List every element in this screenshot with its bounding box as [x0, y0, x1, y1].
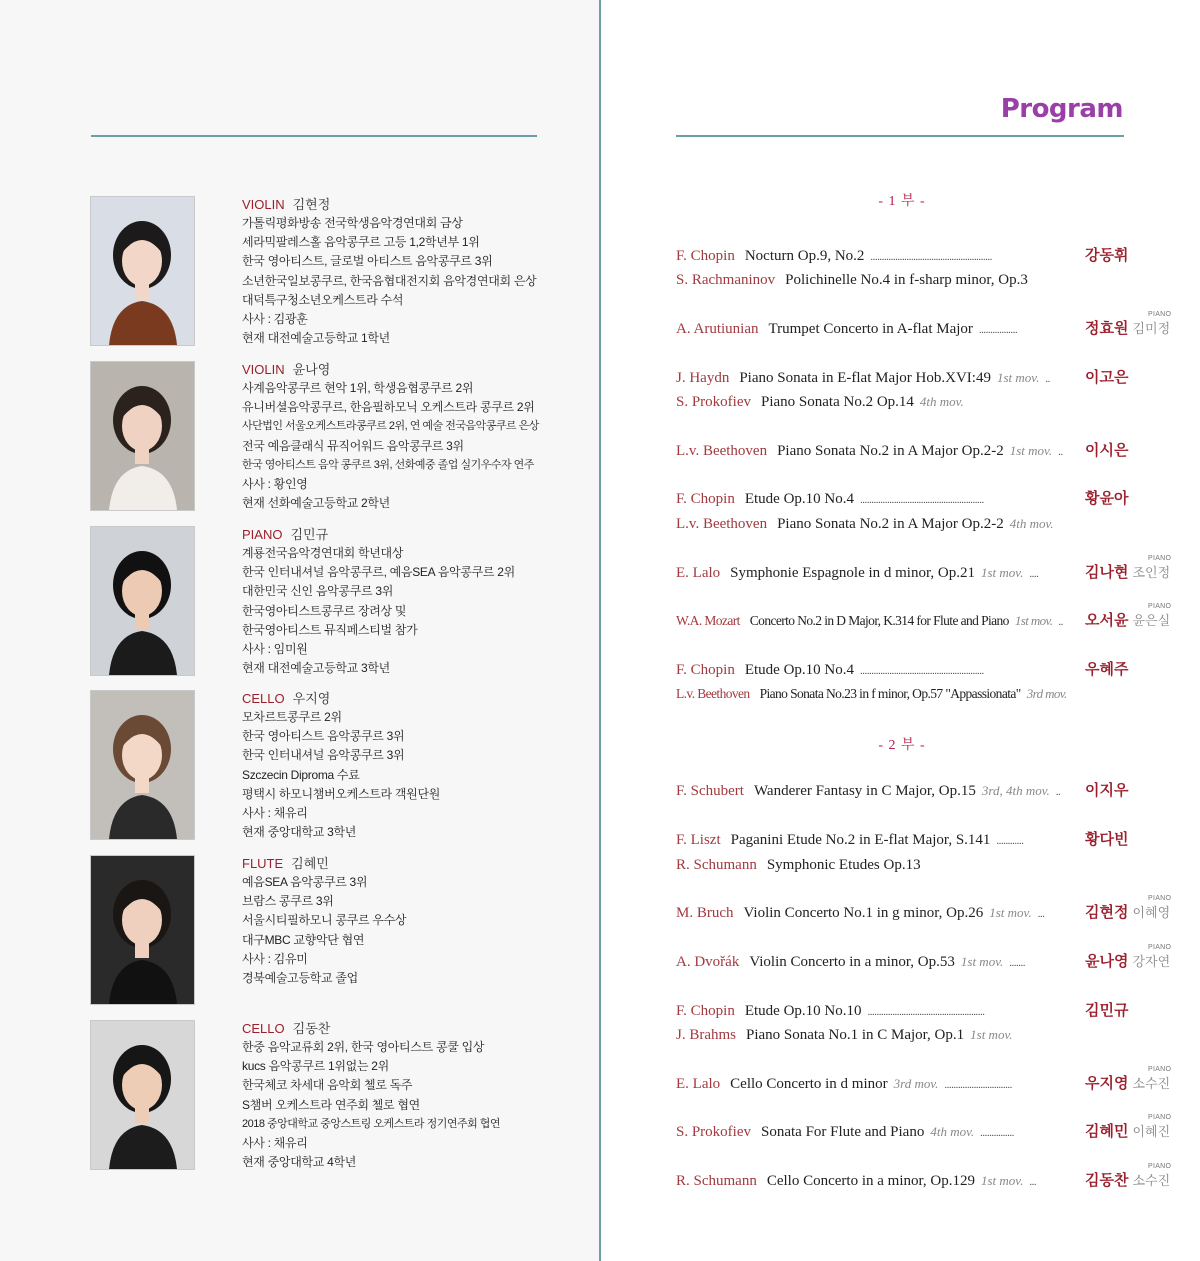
- bio-line: 서울시티필하모니 콩쿠르 우수상: [242, 913, 407, 928]
- program-item: [676, 855, 1096, 875]
- piano-accompanist-tag: PIANO: [1148, 944, 1172, 951]
- program-item: [676, 781, 1096, 802]
- bio-line: 사단법인 서울오케스트라콩쿠르 2위, 연 예술 전국음악콩쿠르 은상: [242, 420, 539, 433]
- performer-name: 김민규: [1085, 1002, 1129, 1019]
- bio-line: 모차르트콩쿠르 2위: [242, 710, 342, 724]
- piece-title: Piano Sonata in E-flat Major Hob.XVI:49: [739, 370, 991, 386]
- piece-title: Symphonic Etudes Op.13: [766, 857, 921, 873]
- bio-line: Szczecin Dipr​oma 수료: [242, 767, 360, 782]
- dot-leader: ..: [1058, 616, 1063, 628]
- movement-label: 1st mov.: [996, 370, 1040, 385]
- accompanist-name: 강자연: [1132, 954, 1171, 969]
- dot-leader: ............: [996, 835, 1024, 847]
- performer-credit: [1085, 660, 1128, 680]
- performer-name: 김동찬: [292, 1021, 331, 1036]
- performer-name: 윤나영: [292, 362, 331, 377]
- composer-name: J. Haydn: [676, 370, 730, 386]
- bio-line: 한국영아티스트 뮤직페스티벌 참가: [242, 622, 418, 637]
- performer-credit: [1085, 563, 1170, 583]
- performer-bio: [242, 690, 552, 842]
- performer-credit: [1085, 1171, 1170, 1191]
- composer-name: L.v. Beethoven: [676, 443, 768, 459]
- part-2-label: - 2 부 -: [878, 738, 926, 753]
- bio-line: 한국영아티스트콩쿠르 장려상 및: [242, 603, 407, 618]
- bio-line: 한국 영아티스트, 글로벌 아티스트 음악콩쿠르 3위: [242, 254, 493, 269]
- performer-credit: [1085, 830, 1128, 850]
- performer-credit: [1085, 1122, 1170, 1142]
- bio-line: 한국 인터내셔널 음악콩쿠르, 예음SEA 음악콩쿠르 2위: [242, 565, 515, 580]
- dot-leader: ..............................: [944, 1079, 1012, 1091]
- performer-name: 황다빈: [1085, 831, 1129, 848]
- composer-name: F. Chopin: [676, 491, 735, 507]
- composer-name: R. Schumann: [676, 857, 757, 873]
- composer-name: E. Lalo: [676, 565, 721, 581]
- instrument-label: PIANO: [242, 527, 283, 542]
- piece-title: Cello Concerto in a minor, Op.129: [766, 1173, 975, 1189]
- performer-name: 이시은: [1085, 442, 1129, 459]
- program-item: [676, 1025, 1096, 1045]
- dot-leader: .......................................................: [859, 665, 984, 677]
- performer-credit: [1085, 1001, 1128, 1021]
- bio-line: 사사 : 황인영: [242, 476, 308, 491]
- dot-leader: ..: [1058, 446, 1063, 458]
- performer-name: 이고은: [1085, 369, 1129, 386]
- performer-name: 강동휘: [1085, 247, 1129, 264]
- performer-profile: [90, 526, 550, 676]
- bio-line: 예음SEA 음악콩쿠르 3위: [242, 875, 368, 889]
- top-divider-left: [91, 135, 537, 137]
- movement-label: 1st mov.: [989, 905, 1032, 920]
- accompanist-name: 이혜영: [1132, 905, 1171, 920]
- performer-credit: [1085, 319, 1170, 339]
- composer-name: J. Brahms: [676, 1027, 736, 1043]
- performer-name: 윤나영: [1085, 953, 1129, 970]
- bio-line: 현재 선화예술고등학교 2학년: [242, 496, 390, 511]
- performer-bio: [242, 196, 552, 348]
- performer-credit: [1085, 952, 1170, 972]
- program-item: [676, 1001, 1096, 1022]
- dot-leader: .......................................................: [859, 494, 984, 506]
- composer-name: S. Rachmaninov: [676, 272, 776, 288]
- accompanist-name: 김미정: [1132, 321, 1171, 336]
- piece-title: Piano Sonata No.2 Op.14: [761, 394, 914, 410]
- performer-name: 정효원: [1085, 320, 1129, 337]
- composer-name: F. Chopin: [676, 248, 735, 264]
- movement-label: 1st mov.: [1009, 443, 1053, 458]
- performer-name: 김현정: [1085, 904, 1129, 921]
- movement-label: 4th mov.: [1009, 516, 1054, 531]
- performer-name: 황윤아: [1085, 490, 1129, 507]
- program-item: [676, 611, 1096, 632]
- performer-name: 이지우: [1085, 782, 1129, 799]
- movement-label: 3rd mov.: [893, 1076, 939, 1091]
- bio-line: 현재 중앙대학교 3학년: [242, 825, 357, 840]
- piece-title: Violin Concerto No.1 in g minor, Op.26: [743, 905, 984, 921]
- performer-name: 김민규: [290, 527, 329, 542]
- bio-line: 사사 : 임미원: [242, 641, 308, 656]
- program-item: [676, 319, 1096, 340]
- bio-line: 사사 : 김유미: [242, 951, 308, 966]
- dot-leader: ..: [1045, 373, 1050, 385]
- dot-leader: ......................................................: [870, 251, 992, 263]
- performer-credit: [1085, 368, 1128, 388]
- dot-leader: ...: [1037, 908, 1045, 920]
- bio-line: 사사 : 채유리: [242, 1135, 308, 1150]
- movement-label: 4th mov.: [930, 1124, 975, 1139]
- performer-photo: [90, 196, 195, 346]
- accompanist-name: 소수진: [1132, 1173, 1171, 1188]
- piano-accompanist-tag: PIANO: [1148, 311, 1172, 318]
- dot-leader: ...............: [980, 1127, 1014, 1139]
- accompanist-name: 소수진: [1132, 1076, 1171, 1091]
- performer-name: 오서윤: [1085, 612, 1129, 629]
- bio-line: 소년한국일보콩쿠르, 한국음협대전지회 음악경연대회 은상: [242, 273, 537, 288]
- piece-title: Piano Sonata No.23 in f minor, Op.57 "Appassionata": [759, 686, 1021, 701]
- bio-line: 현재 대전예술고등학교 1학년: [242, 331, 390, 346]
- performer-credit: [1085, 246, 1128, 266]
- program-item: [676, 270, 1096, 290]
- program-item: [676, 1171, 1096, 1192]
- performer-photo: [90, 526, 195, 676]
- movement-label: 1st mov.: [1014, 613, 1053, 628]
- program-item: [676, 514, 1096, 534]
- bio-line: 사계음악콩쿠르 현악 1위, 학생음협콩쿠르 2위: [242, 381, 474, 395]
- piece-title: Symphonie Espagnole in d minor, Op.21: [730, 565, 975, 581]
- piece-title: Polichinelle No.4 in f-sharp minor, Op.3: [785, 272, 1028, 288]
- program-item: [676, 1122, 1096, 1143]
- movement-label: 1st mov.: [970, 1027, 1013, 1042]
- performer-name: 김동찬: [1085, 1172, 1129, 1189]
- bio-line: 현재 대전예술고등학교 3학년: [242, 661, 390, 676]
- performer-heading: [242, 690, 552, 708]
- piano-accompanist-tag: PIANO: [1148, 1163, 1172, 1170]
- movement-label: 3rd, 4th mov.: [981, 783, 1050, 798]
- bio-line: 한중 음악교류회 2위, 한국 영아티스트 콩쿨 입상: [242, 1040, 485, 1054]
- performer-photo: [90, 855, 195, 1005]
- performer-name: 우혜주: [1085, 661, 1129, 678]
- performer-name: 김현정: [292, 197, 331, 212]
- performer-name: 김나현: [1085, 564, 1129, 581]
- program-item: [676, 563, 1096, 584]
- composer-name: W.A. Mozart: [676, 613, 740, 628]
- program-item: [676, 952, 1096, 973]
- movement-label: 4th mov.: [919, 394, 964, 409]
- performer-name: 우지영: [292, 691, 331, 706]
- performer-heading: [242, 1020, 552, 1038]
- performer-name: 김혜민: [1085, 1123, 1129, 1140]
- performer-profile: [90, 690, 550, 840]
- bio-line: 계룡전국음악경연대회 학년대상: [242, 546, 404, 560]
- bio-line: 유니버셜음악콩쿠르, 한음필하모닉 오케스트라 콩쿠르 2위: [242, 400, 535, 415]
- bio-line: 2018 중앙대학교 중앙스트링 오케스트라 정기연주회 협연: [242, 1117, 501, 1130]
- performer-credit: [1085, 489, 1128, 509]
- performer-bio: [242, 1020, 552, 1172]
- instrument-label: VIOLIN: [242, 362, 285, 377]
- piece-title: Etude Op.10 No.4: [744, 662, 854, 678]
- composer-name: A. Dvořák: [676, 954, 740, 970]
- performer-name: 김혜민: [291, 856, 329, 871]
- program-item: [676, 830, 1096, 851]
- dot-leader: .......: [1009, 957, 1026, 969]
- accompanist-name: 조인정: [1132, 565, 1171, 580]
- piece-title: Concerto No.2 in D Major, K.314 for Flute and Piano: [749, 613, 1009, 628]
- composer-name: L.v. Beethoven: [676, 686, 750, 701]
- piece-title: Violin Concerto in a minor, Op.53: [749, 954, 955, 970]
- program-title: Program: [1000, 94, 1123, 124]
- dot-leader: ....................................................: [867, 1006, 985, 1018]
- program-item: [676, 1074, 1096, 1095]
- piece-title: Etude Op.10 No.4: [744, 491, 854, 507]
- performer-credit: [1085, 903, 1170, 923]
- performer-credit: [1085, 1074, 1170, 1094]
- performer-profile: [90, 196, 550, 346]
- bio-line: kucs 음악콩쿠르 1위없는 2위: [242, 1059, 389, 1074]
- performer-credit: [1085, 441, 1128, 461]
- bio-line: 한국 인터내셔널 음악콩쿠르 3위: [242, 748, 405, 763]
- accompanist-name: 이혜진: [1132, 1124, 1171, 1139]
- bio-line: S챔버 오케스트라 연주회 첼로 협연: [242, 1097, 420, 1112]
- instrument-label: FLUTE: [242, 856, 284, 871]
- piece-title: Etude Op.10 No.10: [744, 1003, 862, 1019]
- movement-label: 1st mov.: [960, 954, 1004, 969]
- performer-heading: [242, 855, 552, 873]
- dot-leader: .................: [978, 324, 1018, 336]
- piece-title: Sonata For Flute and Piano: [761, 1124, 925, 1140]
- program-item: [676, 246, 1096, 267]
- bio-line: 브람스 콩쿠르 3위: [242, 894, 334, 909]
- dot-leader: ..: [1055, 786, 1061, 798]
- piece-title: Piano Sonata No.2 in A Major Op.2-2: [777, 443, 1004, 459]
- performer-photo: [90, 690, 195, 840]
- bio-line: 현재 중앙대학교 4학년: [242, 1155, 357, 1170]
- bio-line: 세라믹팔레스홀 음악콩쿠르 고등 1,2학년부 1위: [242, 235, 480, 250]
- composer-name: A. Arutiunian: [676, 321, 759, 337]
- movement-label: 1st mov.: [980, 565, 1024, 580]
- performer-heading: [242, 361, 552, 379]
- performer-photo: [90, 361, 195, 511]
- movement-label: 3rd mov.: [1026, 686, 1067, 701]
- piece-title: Cello Concerto in d minor: [730, 1076, 888, 1092]
- composer-name: F. Liszt: [676, 832, 721, 848]
- performer-credit: [1085, 611, 1170, 631]
- program-item: [676, 392, 1096, 412]
- performer-bio: [242, 855, 552, 988]
- bio-line: 대덕특구청소년오케스트라 수석: [242, 292, 404, 307]
- performer-photo: [90, 1020, 195, 1170]
- bio-line: 한국 영아티스트 음악 콩쿠르 3위, 선화예중 졸업 실기우수자 연주: [242, 458, 534, 471]
- piano-accompanist-tag: PIANO: [1148, 555, 1172, 562]
- composer-name: M. Bruch: [676, 905, 734, 921]
- dot-leader: ....: [1029, 568, 1039, 580]
- bio-line: 한국체코 차세대 음악회 첼로 독주: [242, 1078, 413, 1093]
- instrument-label: VIOLIN: [242, 197, 285, 212]
- instrument-label: CELLO: [242, 691, 285, 706]
- accompanist-name: 윤은실: [1132, 613, 1171, 628]
- performer-credit: [1085, 781, 1128, 801]
- instrument-label: CELLO: [242, 1021, 285, 1036]
- composer-name: S. Prokofiev: [676, 394, 751, 410]
- program-item: [676, 903, 1096, 924]
- performer-profile: [90, 361, 550, 511]
- bio-line: 대한민국 신인 음악콩쿠르 3위: [242, 584, 393, 599]
- composer-name: F. Chopin: [676, 662, 735, 678]
- part-1-label: - 1 부 -: [878, 194, 926, 209]
- performer-profile: [90, 1020, 550, 1170]
- piano-accompanist-tag: PIANO: [1148, 1114, 1172, 1121]
- program-item: [676, 660, 1096, 681]
- composer-name: R. Schumann: [676, 1173, 757, 1189]
- composer-name: F. Chopin: [676, 1003, 735, 1019]
- composer-name: F. Schubert: [676, 783, 744, 799]
- piece-title: Nocturn Op.9, No.2: [744, 248, 865, 264]
- page-fold-divider: [599, 0, 601, 1261]
- bio-line: 사사 : 김광훈: [242, 311, 308, 326]
- piece-title: Trumpet Concerto in A-flat Major: [768, 321, 973, 337]
- piano-accompanist-tag: PIANO: [1148, 603, 1172, 610]
- bio-line: 경북예술고등학교 졸업: [242, 970, 358, 985]
- performer-name: 우지영: [1085, 1075, 1129, 1092]
- piano-accompanist-tag: PIANO: [1148, 1066, 1172, 1073]
- program-item: [676, 489, 1096, 510]
- piece-title: Paganini Etude No.2 in E-flat Major, S.141: [730, 832, 991, 848]
- bio-line: 평택시 하모니챔버오케스트라 객원단원: [242, 786, 441, 801]
- bio-line: 한국 영아티스트 음악콩쿠르 3위: [242, 729, 405, 744]
- performer-bio: [242, 361, 552, 513]
- movement-label: 1st mov.: [980, 1173, 1024, 1188]
- piece-title: Wanderer Fantasy in C Major, Op.15: [753, 783, 976, 799]
- program-item: [676, 684, 1096, 704]
- performer-heading: [242, 526, 552, 544]
- bio-line: 사사 : 채유리: [242, 805, 308, 820]
- bio-line: 가톨릭평화방송 전국학생음악경연대회 금상: [242, 216, 463, 230]
- bio-line: 대구MBC 교향악단 협연: [242, 932, 365, 947]
- composer-name: E. Lalo: [676, 1076, 721, 1092]
- dot-leader: ...: [1029, 1176, 1037, 1188]
- performer-heading: [242, 196, 552, 214]
- performer-bio: [242, 526, 552, 678]
- program-item: [676, 441, 1096, 462]
- piano-accompanist-tag: PIANO: [1148, 895, 1172, 902]
- top-divider-right: [676, 135, 1124, 137]
- composer-name: L.v. Beethoven: [676, 516, 768, 532]
- performer-profile: [90, 855, 550, 1005]
- piece-title: Piano Sonata No.1 in C Major, Op.1: [746, 1027, 965, 1043]
- bio-line: 전국 예음클래식 뮤직어워드 음악콩쿠르 3위: [242, 438, 464, 453]
- composer-name: S. Prokofiev: [676, 1124, 751, 1140]
- program-item: [676, 368, 1096, 389]
- piece-title: Piano Sonata No.2 in A Major Op.2-2: [777, 516, 1004, 532]
